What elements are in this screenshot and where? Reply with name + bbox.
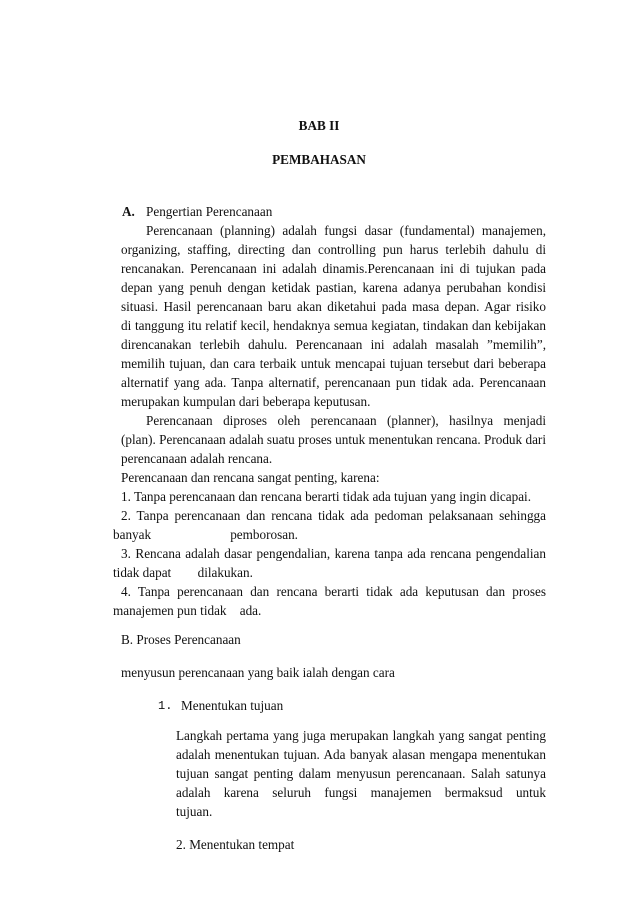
para1-line: alternatif yang ada. Tanpa alternatif, perencanaan pun tidak ada. Perencanaan (121, 375, 546, 390)
para1-line: depan yang penuh dengan ketidak pastian, karena adanya perubahan kondisi (121, 280, 546, 295)
step1-line: adalah menentukan tujuan. Ada banyak alasan mengapa menentukan (176, 747, 546, 762)
para2-line: perencanaan adalah rencana. (121, 451, 273, 466)
para1-line: situasi. Hasil perencanaan baru akan diketahui pada masa depan. Agar risiko (121, 299, 546, 314)
para2-line: Perencanaan diproses oleh perencanaan (planner), hasilnya menjadi (146, 413, 546, 428)
chapter-title: PEMBAHASAN (272, 152, 366, 167)
para1-line: Perencanaan (planning) adalah fungsi dasar (fundamental) manajemen, (146, 223, 546, 238)
step2-title: 2. Menentukan tempat (176, 837, 295, 852)
para1-line: rencanakan. Perencanaan ini adalah dinamis.Perencanaan ini di tujukan pada (121, 261, 546, 276)
para1-line: merupakan kumpulan dari beberapa keputusan. (121, 394, 371, 409)
list-item-continuation: manajemen pun tidak ada. (113, 603, 262, 618)
list-item: 4. Tanpa perencanaan dan rencana berarti tidak ada keputusan dan proses (121, 584, 546, 599)
step1-title: Menentukan tujuan (181, 698, 284, 713)
para1-line: memilih tujuan, dan cara terbaik untuk mencapai tujuan tersebut dari beberapa (121, 356, 546, 371)
para2-line: (plan). Perencanaan adalah suatu proses untuk menentukan rencana. Produk dari (121, 432, 546, 447)
list-item: 1. Tanpa perencanaan dan rencana berarti tidak ada tujuan yang ingin dicapai. (121, 489, 532, 504)
list-item: 2. Tanpa perencanaan dan rencana tidak ada pedoman pelaksanaan sehingga (121, 508, 546, 523)
section-a-title: Pengertian Perencanaan (146, 204, 273, 219)
step1-line: adalah karena seluruh fungsi manajemen bermaksud untuk (176, 785, 546, 800)
list-item-continuation: tidak dapat dilakukan. (113, 565, 253, 580)
step1-line: Langkah pertama yang juga merupakan langkah yang sangat penting (176, 728, 546, 743)
list-item: 3. Rencana adalah dasar pengendalian, karena tanpa ada rencana pengendalian (121, 546, 546, 561)
section-a-number: A. (122, 204, 135, 219)
step1-number: 1. (158, 699, 173, 713)
section-b-intro: menyusun perencanaan yang baik ialah dengan cara (121, 665, 395, 680)
list-item-continuation: banyak pemborosan. (113, 527, 298, 542)
para1-line: organizing, staffing, directing dan controlling pun harus terlebih dahulu di (121, 242, 546, 257)
para1-line: di tanggung itu relatif kecil, hendaknya semua kegiatan, tindakan dan kebijakan (121, 318, 546, 333)
chapter-heading: BAB II (298, 118, 340, 133)
list-intro: Perencanaan dan rencana sangat penting, karena: (121, 470, 380, 485)
section-b-title: B. Proses Perencanaan (121, 632, 241, 647)
para1-line: direncanakan terlebih dahulu. Perencanaan ini adalah masalah ”memilih”, (121, 337, 546, 352)
step1-line: tujuan sangat penting dalam menyusun perencanaan. Salah satunya (176, 766, 546, 781)
step1-line: tujuan. (176, 804, 213, 819)
